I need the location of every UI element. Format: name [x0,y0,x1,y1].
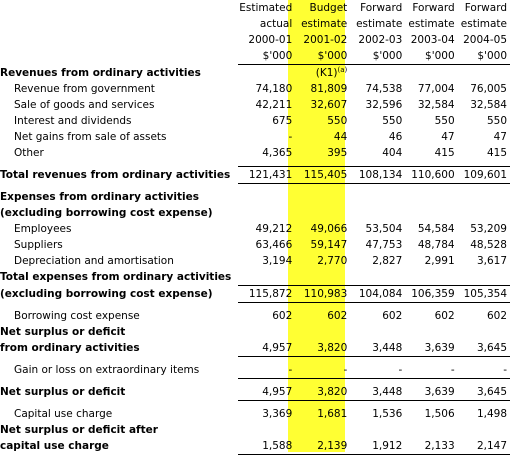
table-row: Other 4,365 395 404 415 415 [0,145,510,161]
net-row: capital use charge 1,588 2,139 1,912 2,133 2,147 [0,438,510,455]
row-label: Employees [14,223,72,235]
row-label: Suppliers [14,239,63,251]
table-row: Gain or loss on extraordinary items - - - - - [0,362,510,379]
table-row: Suppliers 63,466 59,147 47,753 48,784 48,528 [0,237,510,253]
row-label: Other [14,147,44,159]
section-revenues [0,65,510,82]
row-label: (excluding borrowing cost expense) [0,288,213,300]
header-cell: estimate [460,18,507,30]
header-cell: estimate [301,18,348,30]
row-label: capital use charge [0,440,109,453]
row-label: Capital use charge [14,408,113,420]
table-row: Interest and dividends 675 550 550 550 550 [0,113,510,129]
table-row: Net gains from sale of assets - 44 46 47 47 [0,129,510,145]
total-row: (excluding borrowing cost expense) 115,872 110,983 104,084 106,359 105,354 [0,286,510,303]
table-row: Sale of goods and services 42,211 32,607 32,596 32,584 32,584 [0,97,510,113]
row-label: Sale of goods and services [14,99,155,111]
row-label: Interest and dividends [14,115,132,127]
row-label: Net surplus or deficit [0,326,126,338]
header-cell: Budget [309,2,348,14]
row-label: Total expenses from ordinary activities [0,271,232,283]
header-cell: actual [259,18,293,30]
header-cell: $'000 [295,48,350,65]
table-row: Revenue from government 74,180 81,809 74,538 77,004 76,005 [0,81,510,97]
row-label: Revenue from government [14,83,155,95]
row-label: Net surplus or deficit after [0,424,158,436]
header-row-3 [0,32,510,48]
net-row: from ordinary activities 4,957 3,820 3,448 3,639 3,645 [0,340,510,357]
row-label: Depreciation and amortisation [14,255,174,267]
table-row: Employees 49,212 49,066 53,504 54,584 53,209 [0,221,510,237]
header-row-4 [0,48,510,65]
row-label: Borrowing cost expense [14,310,140,322]
header-cell: $'000 [350,48,405,65]
header-cell: 2000-01 [248,34,293,46]
net-row: Net surplus or deficit 4,957 3,820 3,448 3,639 3,645 [0,384,510,401]
header-row-2 [0,16,510,32]
row-label: Gain or loss on extraordinary items [14,364,200,377]
row-label: Total revenues from ordinary activities [0,169,231,181]
section-heading: (excluding borrowing cost expense) [0,207,213,219]
header-cell: Forward [360,2,403,14]
total-row: Total revenues from ordinary activities 121,431 115,405 108,134 110,600 109,601 [0,167,510,184]
header-cell: $'000 [458,48,510,65]
section-expenses-sub [0,205,510,221]
header-cell: Estimated [239,2,293,14]
header-cell: $'000 [405,48,457,65]
header-cell: 2004-05 [463,34,507,46]
total-row-head [0,269,510,286]
header-cell: 2001-02 [303,34,348,46]
net-row-head [0,324,510,340]
row-label: from ordinary activities [0,342,140,355]
header-cell: 2003-04 [410,34,455,46]
footnote-ref: $(K1)^{(a)}$ [315,66,348,79]
section-expenses [0,189,510,205]
table-row: Depreciation and amortisation 3,194 2,770 2,827 2,991 3,617 [0,253,510,269]
header-cell: 2002-03 [358,34,403,46]
row-label: Net surplus or deficit [0,386,126,399]
table-row: Capital use charge 3,369 1,681 1,536 1,506 1,498 [0,406,510,422]
net-row-head [0,422,510,438]
table-row: Borrowing cost expense 602 602 602 602 602 [0,308,510,324]
header-cell: Forward [464,2,507,14]
section-heading: Expenses from ordinary activities [0,191,199,203]
header-cell: estimate [408,18,455,30]
header-row-1 [0,0,510,16]
section-heading: Revenues from ordinary activities [0,66,201,79]
row-label: Net gains from sale of assets [14,131,167,143]
header-cell: estimate [356,18,403,30]
header-cell: Forward [412,2,455,14]
header-cell: $'000 [238,48,296,65]
